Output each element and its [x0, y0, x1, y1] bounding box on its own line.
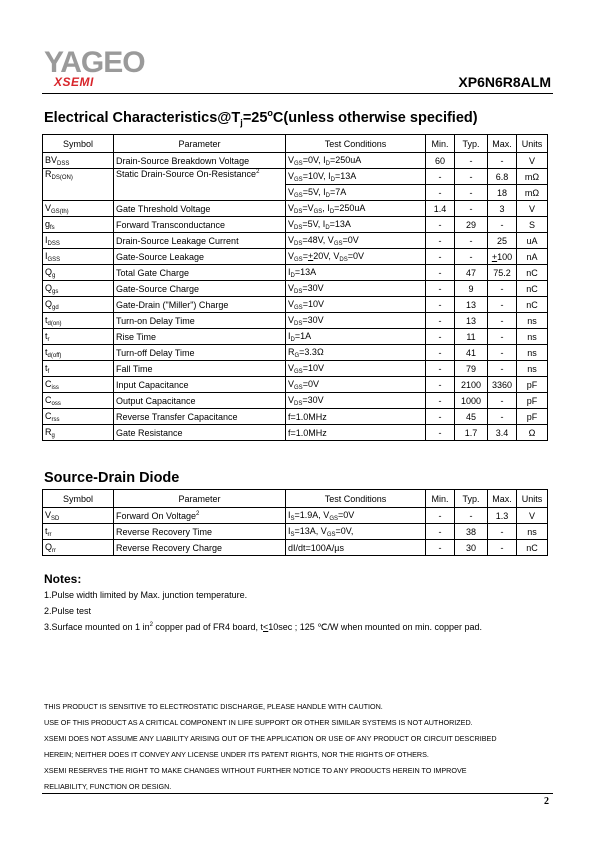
condition-cell: $V_{GS}=10V$ — [286, 361, 426, 377]
symbol-cell: $V_{SD}$ — [43, 508, 114, 524]
max-cell: 6.8 — [488, 169, 517, 185]
column-header: Parameter — [114, 135, 286, 153]
section-title-diode: Source-Drain Diode — [44, 470, 180, 486]
unit-cell: mΩ — [517, 185, 548, 201]
electrical-characteristics-table — [42, 134, 548, 441]
typ-cell: 13 — [455, 297, 488, 313]
condition-cell: $V_{GS}=10V$, $I_D=13A$ — [286, 169, 426, 185]
table-row — [43, 377, 548, 393]
typ-cell: 45 — [455, 409, 488, 425]
max-cell: 1.3 — [488, 508, 517, 524]
parameter-cell: Gate Resistance — [114, 425, 286, 441]
table-row — [43, 313, 548, 329]
disclaimer-line: XSEMI RESERVES THE RIGHT TO MAKE CHANGES WITHOUT FURTHER NOTICE TO ANY PRODUCTS HEREIN TO IMPROVE — [44, 766, 467, 775]
max-cell: - — [488, 297, 517, 313]
condition-cell: $I_S=13A$, $V_{GS}=0V$, — [286, 524, 426, 540]
typ-cell: - — [455, 249, 488, 265]
symbol-cell: $t_{d(on)}$ — [43, 313, 114, 329]
condition-cell: $R_G=3.3\Omega$ — [286, 345, 426, 361]
table-row — [43, 345, 548, 361]
parameter-cell: Drain-Source Leakage Current — [114, 233, 286, 249]
unit-cell: V — [517, 508, 548, 524]
unit-cell: V — [517, 153, 548, 169]
symbol-cell: $t_{d(off)}$ — [43, 345, 114, 361]
typ-cell: 79 — [455, 361, 488, 377]
note-1: 1.Pulse width limited by Max. junction temperature. — [44, 590, 248, 600]
condition-cell: $V_{GS}=0V$, $I_D=250uA$ — [286, 153, 426, 169]
condition-cell: $V_{GS}=10V$ — [286, 297, 426, 313]
column-header: Max. — [488, 135, 517, 153]
unit-cell: pF — [517, 409, 548, 425]
typ-cell: 29 — [455, 217, 488, 233]
max-cell: - — [488, 409, 517, 425]
min-cell: 1.4 — [426, 201, 455, 217]
min-cell: - — [426, 281, 455, 297]
min-cell: - — [426, 361, 455, 377]
parameter-cell: Gate Threshold Voltage — [114, 201, 286, 217]
column-header: Typ. — [455, 135, 488, 153]
condition-cell: $V_{DS}=30V$ — [286, 313, 426, 329]
table-row — [43, 425, 548, 441]
typ-cell: - — [455, 201, 488, 217]
notes-title: Notes: — [44, 572, 82, 586]
table-row — [43, 217, 548, 233]
min-cell: 60 — [426, 153, 455, 169]
logo-main-text: YAGEO — [44, 46, 145, 79]
max-cell: +100 — [488, 249, 517, 265]
symbol-cell: $I_{GSS}$ — [43, 249, 114, 265]
source-drain-diode-table — [42, 489, 548, 556]
min-cell: - — [426, 217, 455, 233]
symbol-cell: $Q_{gd}$ — [43, 297, 114, 313]
parameter-cell: Rise Time — [114, 329, 286, 345]
typ-cell: 13 — [455, 313, 488, 329]
symbol-cell: $Q_{gs}$ — [43, 281, 114, 297]
column-header: Parameter — [114, 490, 286, 508]
max-cell: 3.4 — [488, 425, 517, 441]
disclaimer-line: RELIABILITY, FUNCTION OR DESIGN. — [44, 782, 172, 791]
logo-sub-text: XSEMI — [54, 75, 94, 89]
yageo-logo — [44, 46, 145, 89]
parameter-cell: Input Capacitance — [114, 377, 286, 393]
condition-cell: $I_D=13A$ — [286, 265, 426, 281]
unit-cell: ns — [517, 524, 548, 540]
min-cell: - — [426, 249, 455, 265]
max-cell: - — [488, 329, 517, 345]
parameter-cell: Turn-on Delay Time — [114, 313, 286, 329]
column-header: Symbol — [43, 135, 114, 153]
note-3: 3.Surface mounted on 1 $in^2$ copper pad of FR4 board, t<10sec ; 125 ℃/W when mounted on min. copper pad. — [44, 622, 482, 632]
table-row — [43, 329, 548, 345]
unit-cell: ns — [517, 361, 548, 377]
min-cell: - — [426, 524, 455, 540]
typ-cell: 2100 — [455, 377, 488, 393]
symbol-cell: $V_{GS(th)}$ — [43, 201, 114, 217]
min-cell: - — [426, 185, 455, 201]
parameter-cell: Gate-Drain ("Miller") Charge — [114, 297, 286, 313]
parameter-cell: Gate-Source Charge — [114, 281, 286, 297]
symbol-cell: $C_{rss}$ — [43, 409, 114, 425]
parameter-cell: Gate-Source Leakage — [114, 249, 286, 265]
unit-cell: ns — [517, 313, 548, 329]
unit-cell: ns — [517, 329, 548, 345]
unit-cell: pF — [517, 377, 548, 393]
table-row — [43, 265, 548, 281]
symbol-cell: $t_r$ — [43, 329, 114, 345]
typ-cell: 1.7 — [455, 425, 488, 441]
table-row — [43, 393, 548, 409]
table-row — [43, 409, 548, 425]
condition-cell: dI/dt=100A/µs — [286, 540, 426, 556]
condition-cell: $V_{DS}=V_{GS}$, $I_D=250uA$ — [286, 201, 426, 217]
parameter-cell: Fall Time — [114, 361, 286, 377]
symbol-cell: $g_{fs}$ — [43, 217, 114, 233]
max-cell: 3 — [488, 201, 517, 217]
table-row — [43, 508, 548, 524]
table-row — [43, 153, 548, 169]
column-header: Typ. — [455, 490, 488, 508]
min-cell: - — [426, 169, 455, 185]
symbol-cell: $t_{rr}$ — [43, 524, 114, 540]
table-row — [43, 297, 548, 313]
max-cell: - — [488, 361, 517, 377]
table-row — [43, 524, 548, 540]
typ-cell: - — [455, 508, 488, 524]
unit-cell: uA — [517, 233, 548, 249]
parameter-cell: Turn-off Delay Time — [114, 345, 286, 361]
table-row — [43, 201, 548, 217]
symbol-cell: $C_{iss}$ — [43, 377, 114, 393]
condition-cell: $V_{GS}=+20V$, $V_{DS}=0V$ — [286, 249, 426, 265]
min-cell: - — [426, 377, 455, 393]
unit-cell: nA — [517, 249, 548, 265]
parameter-cell: Reverse Transfer Capacitance — [114, 409, 286, 425]
condition-cell: f=1.0MHz — [286, 409, 426, 425]
typ-cell: - — [455, 153, 488, 169]
max-cell: - — [488, 217, 517, 233]
typ-cell: 41 — [455, 345, 488, 361]
parameter-cell: Forward Transconductance — [114, 217, 286, 233]
condition-cell: $V_{GS}=0V$ — [286, 377, 426, 393]
condition-cell: $I_D=1A$ — [286, 329, 426, 345]
condition-cell: $V_{DS}=5V$, $I_D=13A$ — [286, 217, 426, 233]
disclaimer-line: USE OF THIS PRODUCT AS A CRITICAL COMPONENT IN LIFE SUPPORT OR OTHER SIMILAR SYSTEMS IS NOT AUTHORIZED. — [44, 718, 473, 727]
symbol-cell: $Q_{rr}$ — [43, 540, 114, 556]
section-title-electrical: Electrical $Characteristics@T_j=25^oC(unless$ otherwise specified) — [44, 108, 478, 128]
max-cell: - — [488, 313, 517, 329]
typ-cell: 30 — [455, 540, 488, 556]
unit-cell: nC — [517, 265, 548, 281]
disclaimer-line: XSEMI DOES NOT ASSUME ANY LIABILITY ARISING OUT OF THE APPLICATION OR USE OF ANY PRODUCT OR CIRCUIT DESCRIBED — [44, 734, 497, 743]
unit-cell: nC — [517, 297, 548, 313]
condition-cell: $V_{DS}=30V$ — [286, 281, 426, 297]
disclaimer-line: THIS PRODUCT IS SENSITIVE TO ELECTROSTATIC DISCHARGE, PLEASE HANDLE WITH CAUTION. — [44, 702, 383, 711]
max-cell: 18 — [488, 185, 517, 201]
min-cell: - — [426, 265, 455, 281]
header-rule — [42, 93, 553, 94]
min-cell: - — [426, 313, 455, 329]
column-header: Test Conditions — [286, 490, 426, 508]
table-row — [43, 361, 548, 377]
max-cell: - — [488, 281, 517, 297]
max-cell: 3360 — [488, 377, 517, 393]
symbol-cell: $Q_g$ — [43, 265, 114, 281]
min-cell: - — [426, 297, 455, 313]
table-row — [43, 281, 548, 297]
page-number: 2 — [544, 796, 549, 807]
min-cell: - — [426, 233, 455, 249]
table-row — [43, 233, 548, 249]
disclaimer-line: HEREIN; NEITHER DOES IT CONVEY ANY LICENSE UNDER ITS PATENT RIGHTS, NOR THE RIGHTS OF OTHERS. — [44, 750, 429, 759]
parameter-cell: Reverse Recovery Charge — [114, 540, 286, 556]
column-header: Max. — [488, 490, 517, 508]
symbol-cell: $I_{DSS}$ — [43, 233, 114, 249]
unit-cell: Ω — [517, 425, 548, 441]
table-row — [43, 540, 548, 556]
condition-cell: $V_{DS}=48V$, $V_{GS}=0V$ — [286, 233, 426, 249]
symbol-cell: $C_{oss}$ — [43, 393, 114, 409]
symbol-cell: $R_g$ — [43, 425, 114, 441]
column-header: Units — [517, 490, 548, 508]
table-row — [43, 169, 548, 185]
parameter-cell: Drain-Source Breakdown Voltage — [114, 153, 286, 169]
max-cell: - — [488, 524, 517, 540]
symbol-cell: $R_{DS(ON)}$ — [43, 169, 114, 201]
part-number: XP6N6R8ALM — [458, 74, 551, 90]
max-cell: - — [488, 540, 517, 556]
unit-cell: S — [517, 217, 548, 233]
column-header: Test Conditions — [286, 135, 426, 153]
typ-cell: - — [455, 169, 488, 185]
max-cell: - — [488, 153, 517, 169]
typ-cell: 47 — [455, 265, 488, 281]
symbol-cell: $t_f$ — [43, 361, 114, 377]
max-cell: - — [488, 393, 517, 409]
parameter-cell: Output Capacitance — [114, 393, 286, 409]
max-cell: 25 — [488, 233, 517, 249]
unit-cell: nC — [517, 540, 548, 556]
unit-cell: ns — [517, 345, 548, 361]
typ-cell: 11 — [455, 329, 488, 345]
symbol-cell: $BV_{DSS}$ — [43, 153, 114, 169]
max-cell: 75.2 — [488, 265, 517, 281]
typ-cell: 38 — [455, 524, 488, 540]
typ-cell: - — [455, 233, 488, 249]
min-cell: - — [426, 425, 455, 441]
column-header: Min. — [426, 135, 455, 153]
typ-cell: 1000 — [455, 393, 488, 409]
min-cell: - — [426, 393, 455, 409]
typ-cell: - — [455, 185, 488, 201]
min-cell: - — [426, 345, 455, 361]
column-header: Symbol — [43, 490, 114, 508]
condition-cell: $V_{DS}=30V$ — [286, 393, 426, 409]
condition-cell: $V_{GS}=5V$, $I_D=7A$ — [286, 185, 426, 201]
column-header: Min. — [426, 490, 455, 508]
parameter-cell: Static Drain-Source On-Resistance$^2$ — [114, 169, 286, 201]
unit-cell: mΩ — [517, 169, 548, 185]
note-2: 2.Pulse test — [44, 606, 92, 616]
min-cell: - — [426, 508, 455, 524]
unit-cell: V — [517, 201, 548, 217]
parameter-cell: Reverse Recovery Time — [114, 524, 286, 540]
min-cell: - — [426, 329, 455, 345]
min-cell: - — [426, 409, 455, 425]
min-cell: - — [426, 540, 455, 556]
parameter-cell: Total Gate Charge — [114, 265, 286, 281]
unit-cell: nC — [517, 281, 548, 297]
footer-rule — [42, 793, 553, 794]
table-row — [43, 249, 548, 265]
max-cell: - — [488, 345, 517, 361]
column-header: Units — [517, 135, 548, 153]
condition-cell: $I_S=1.9A$, $V_{GS}=0V$ — [286, 508, 426, 524]
parameter-cell: Forward On Voltage$^2$ — [114, 508, 286, 524]
unit-cell: pF — [517, 393, 548, 409]
condition-cell: f=1.0MHz — [286, 425, 426, 441]
typ-cell: 9 — [455, 281, 488, 297]
